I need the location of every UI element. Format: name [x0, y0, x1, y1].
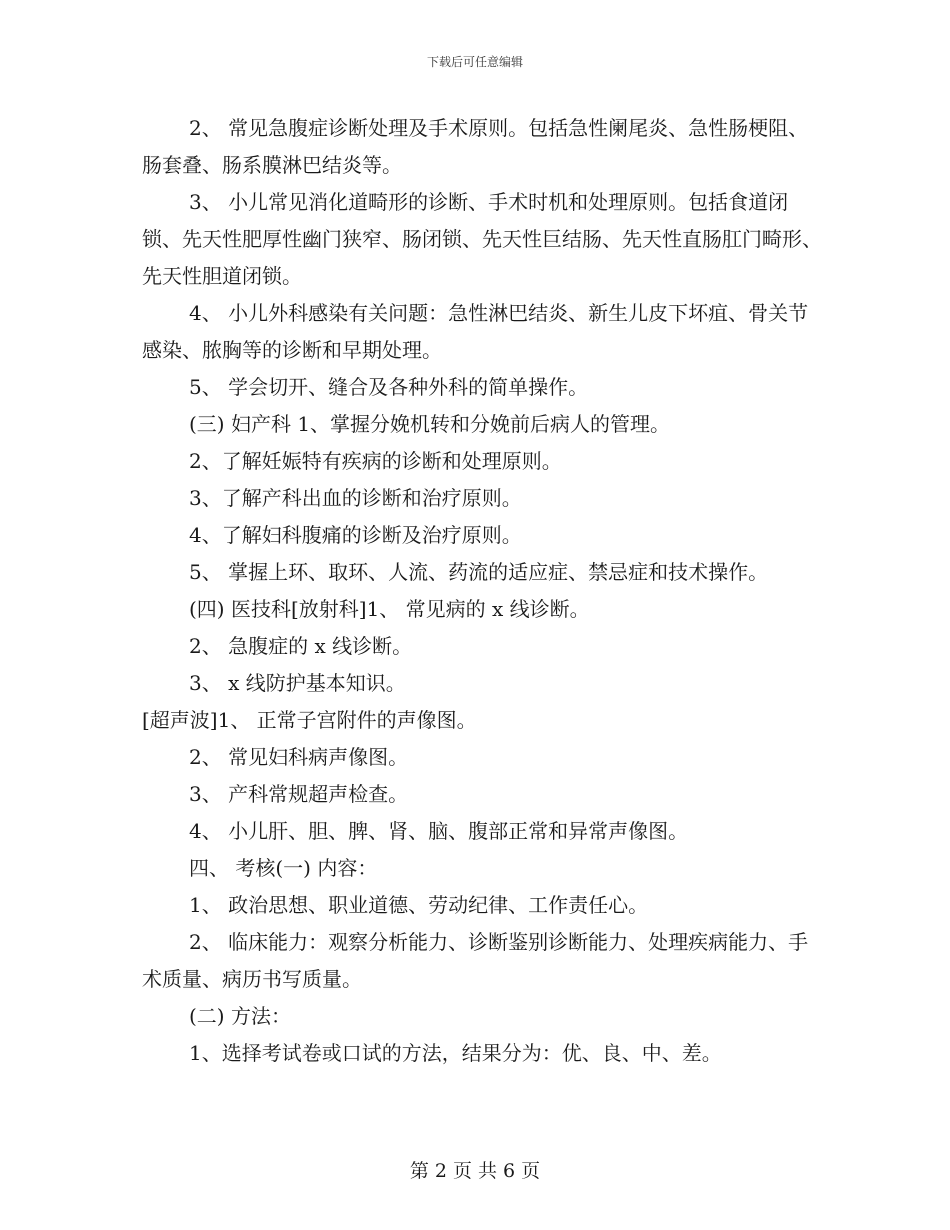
paragraph: 3、 产科常规超声检查。 [189, 782, 409, 806]
paragraph: 5、 学会切开、缝合及各种外科的简单操作。 [189, 375, 589, 399]
paragraph: 5、 掌握上环、取环、人流、药流的适应症、禁忌症和技术操作。 [189, 560, 769, 584]
paragraph: 2、 临床能力：观察分析能力、诊断鉴别诊断能力、处理疾病能力、手术质量、病历书写质量。 [142, 930, 809, 991]
page-footer: 第 2 页 共 6 页 [409, 1160, 541, 1182]
paragraph: (二) 方法： [189, 1004, 291, 1028]
paragraph: 2、 急腹症的 x 线诊断。 [189, 634, 413, 658]
paragraph: 2、了解妊娠特有疾病的诊断和处理原则。 [189, 449, 562, 473]
paragraph: [超声波]1、 正常子宫附件的声像图。 [142, 708, 477, 732]
paragraph: 3、 x 线防护基本知识。 [189, 671, 406, 695]
paragraph: 4、了解妇科腹痛的诊断及治疗原则。 [189, 523, 522, 547]
paragraph: 4、 小儿肝、胆、脾、肾、脑、腹部正常和异常声像图。 [189, 819, 689, 843]
page-header: 下载后可任意编辑 [426, 55, 523, 69]
paragraph: 1、选择考试卷或口试的方法，结果分为：优、良、中、差。 [189, 1041, 722, 1065]
paragraph: 3、了解产科出血的诊断和治疗原则。 [189, 486, 522, 510]
paragraph: 4、 小儿外科感染有关问题：急性淋巴结炎、新生儿皮下坏疽、骨关节感染、脓胸等的诊断和早期处理。 [142, 301, 809, 362]
paragraph: (三) 妇产科 1、掌握分娩机转和分娩前后病人的管理。 [189, 412, 671, 436]
paragraph: 3、 小儿常见消化道畸形的诊断、手术时机和处理原则。包括食道闭锁、先天性肥厚性幽门狭窄、肠闭锁、先天性巨结肠、先天性直肠肛门畸形、先天性胆道闭锁。 [142, 190, 822, 288]
paragraph: (四) 医技科[放射科]1、 常见病的 x 线诊断。 [189, 597, 590, 621]
paragraph: 2、 常见妇科病声像图。 [189, 745, 409, 769]
paragraph: 1、 政治思想、职业道德、劳动纪律、工作责任心。 [189, 893, 649, 917]
paragraph: 四、 考核(一) 内容： [189, 856, 378, 880]
paragraph: 2、 常见急腹症诊断处理及手术原则。包括急性阑尾炎、急性肠梗阻、肠套叠、肠系膜淋巴结炎等。 [142, 116, 809, 177]
document-body [142, 110, 822, 1072]
